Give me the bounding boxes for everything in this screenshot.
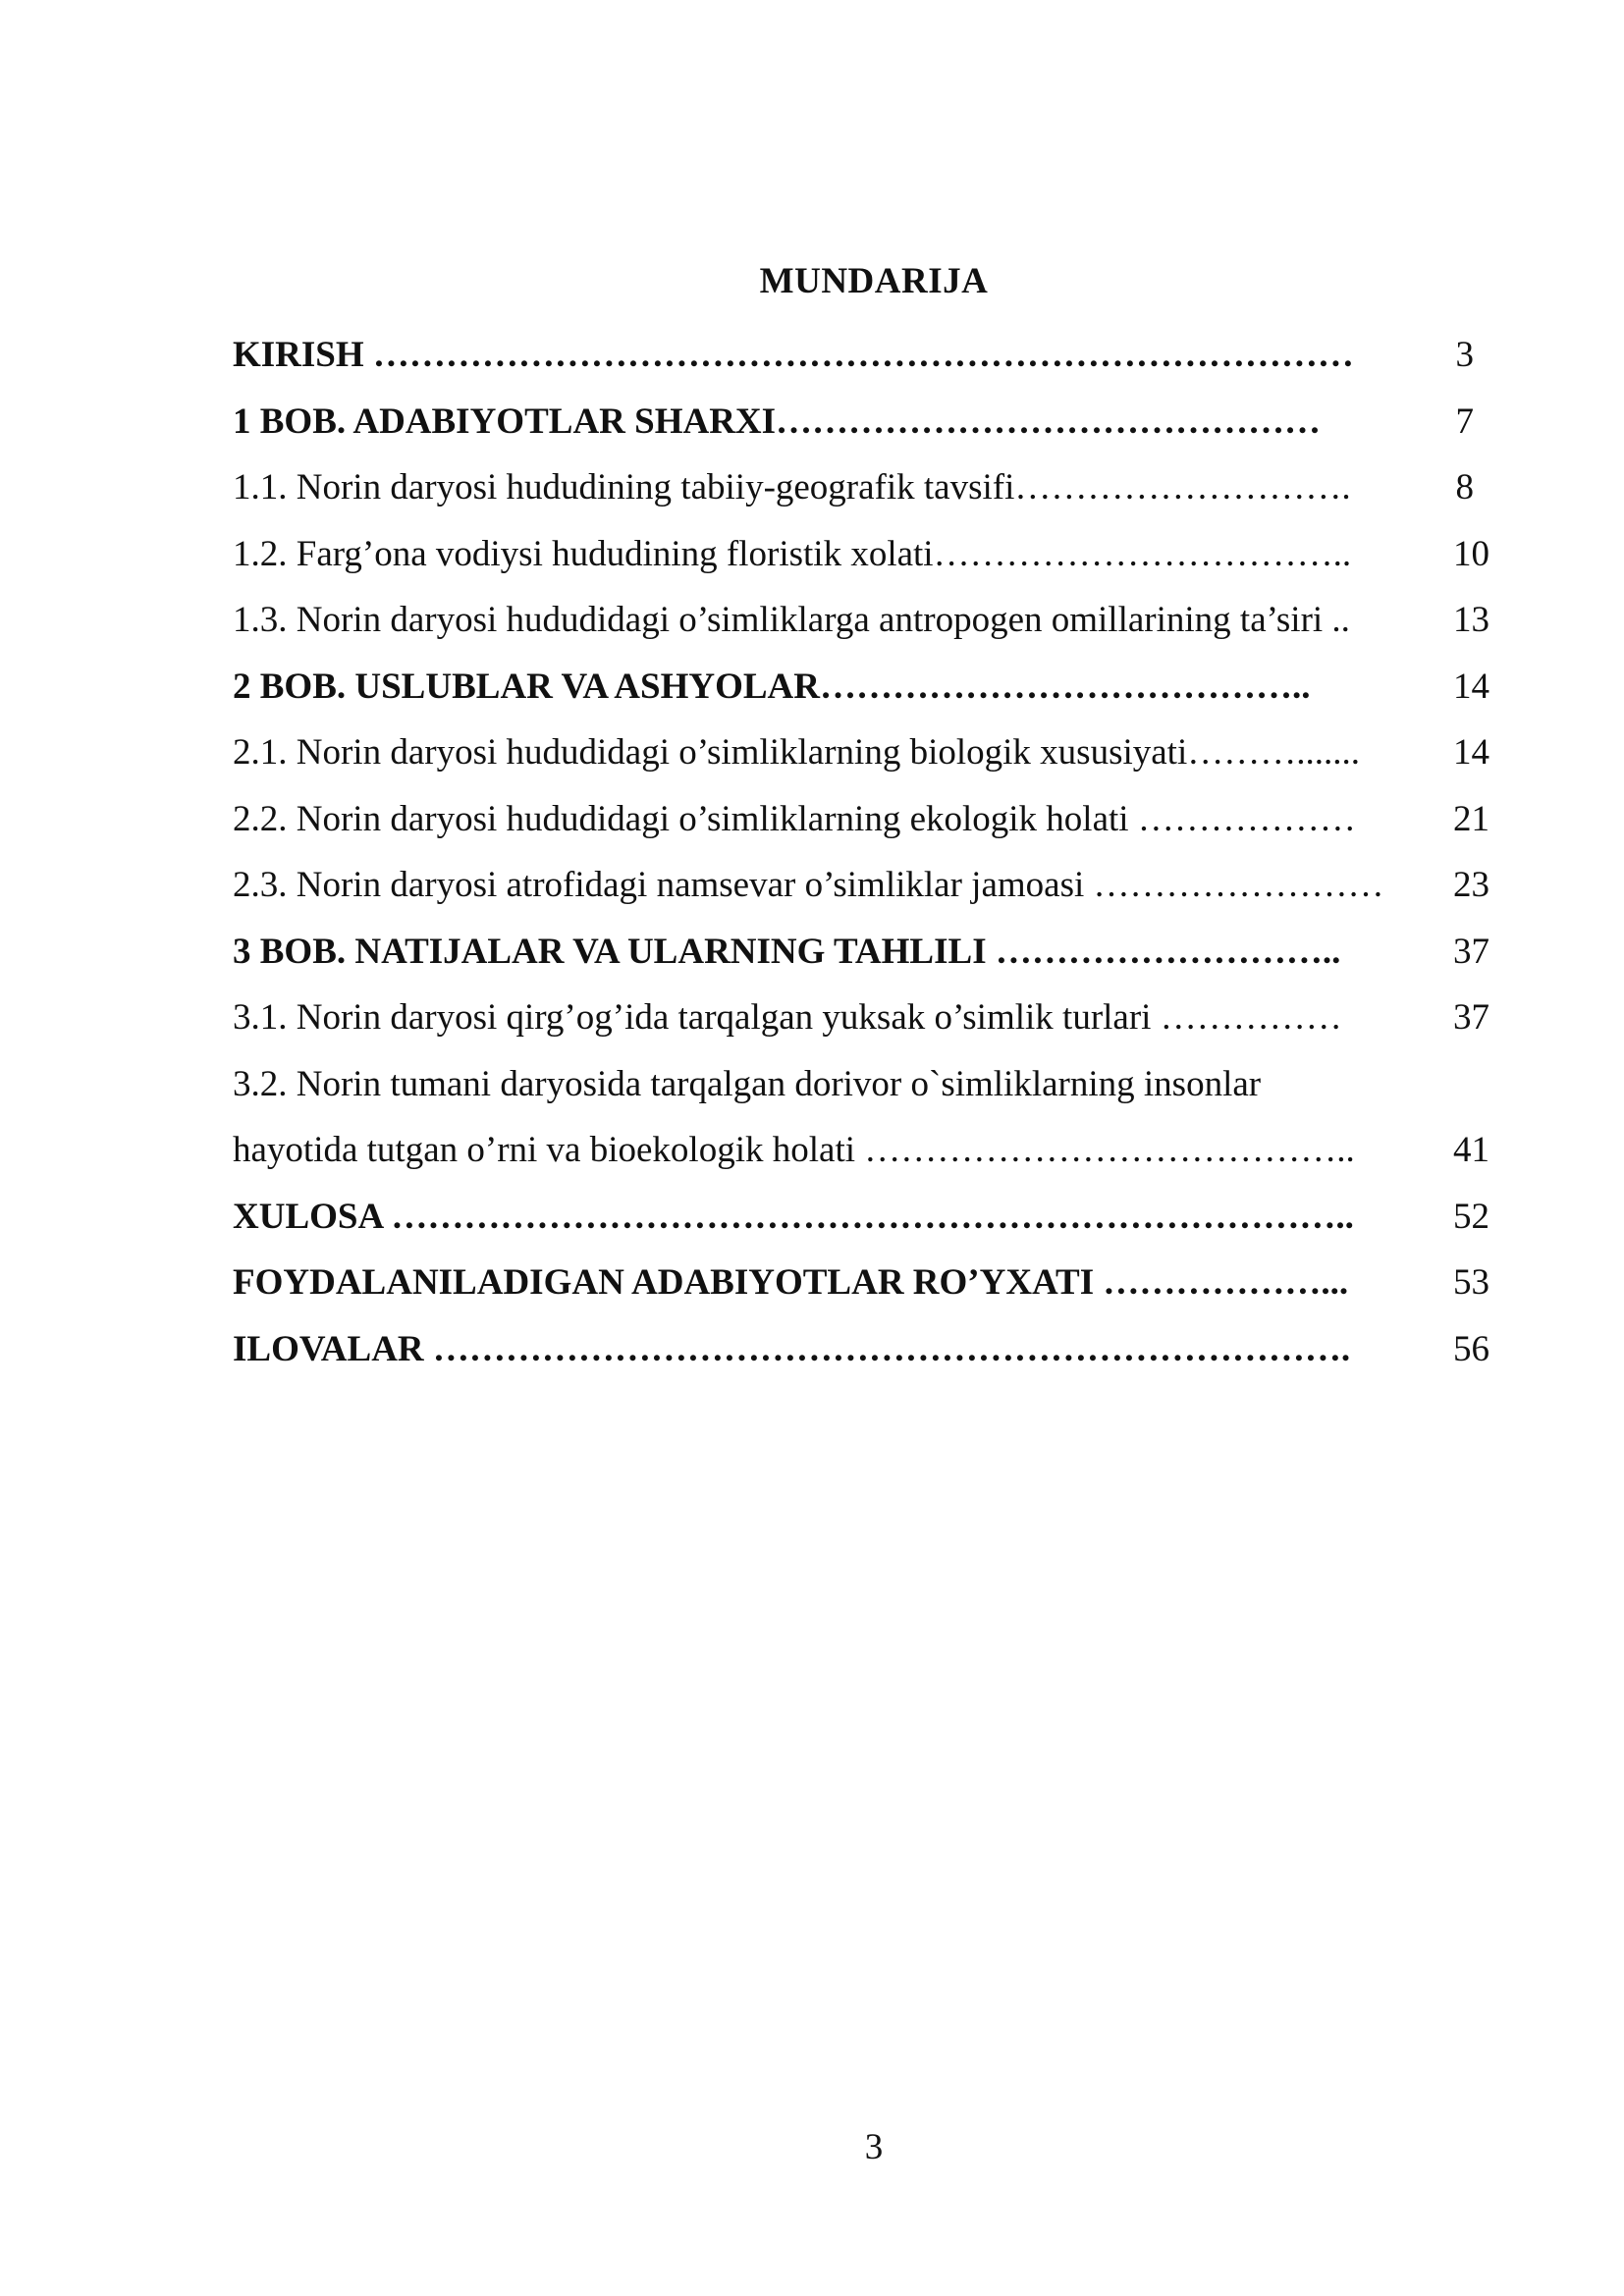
toc-entry bbox=[233, 454, 1489, 521]
toc-entry-page: 56 bbox=[1453, 1328, 1489, 1369]
toc-entry-page: 37 bbox=[1453, 931, 1489, 972]
toc-entry bbox=[233, 1250, 1489, 1316]
page-number: 3 bbox=[864, 2127, 884, 2167]
toc-entry-page: 14 bbox=[1453, 666, 1489, 707]
toc-title: MUNDARIJA bbox=[759, 261, 989, 301]
toc-entry-page: 7 bbox=[1455, 400, 1474, 442]
toc-entry bbox=[233, 654, 1489, 721]
toc-entry bbox=[233, 1316, 1489, 1383]
toc-entry-page: 8 bbox=[1455, 467, 1474, 507]
toc-entry-page: 53 bbox=[1453, 1262, 1489, 1303]
toc-entry-page: 10 bbox=[1453, 533, 1489, 574]
toc-entry-text: FOYDALANILADIGAN ADABIYOTLAR RO’YXATI ………………... bbox=[233, 1262, 1349, 1303]
toc-entry bbox=[233, 852, 1489, 919]
toc-entry bbox=[233, 1117, 1489, 1184]
toc-entry bbox=[233, 919, 1489, 986]
toc-entry-page: 37 bbox=[1453, 997, 1489, 1038]
toc-entry-page: 52 bbox=[1453, 1196, 1489, 1237]
toc-entry-page: 13 bbox=[1453, 600, 1489, 640]
toc-entry-text: 3.1. Norin daryosi qirg’og’ida tarqalgan yuksak o’simlik turlari …………… bbox=[233, 997, 1342, 1038]
toc-entry-text: KIRISH ……………………………………………………………………… bbox=[233, 335, 1354, 375]
toc-entry bbox=[233, 389, 1489, 455]
toc-entry bbox=[233, 322, 1489, 389]
toc-entry-text: 2.2. Norin daryosi hududidagi o’simliklarning ekologik holati ……………… bbox=[233, 798, 1356, 839]
table-of-contents bbox=[233, 322, 1489, 1382]
toc-entry-page: 21 bbox=[1453, 798, 1489, 839]
toc-entry-text: 3.2. Norin tumani daryosida tarqalgan dorivor o`simliklarning insonlar bbox=[233, 1063, 1262, 1104]
toc-entry bbox=[233, 985, 1489, 1051]
toc-entry-text: ILOVALAR …………………………………………………………………. bbox=[233, 1328, 1351, 1369]
toc-entry bbox=[233, 1051, 1489, 1118]
toc-entry-text: 2.3. Norin daryosi atrofidagi namsevar o’simliklar jamoasi …………………… bbox=[233, 865, 1384, 905]
toc-entry-page: 23 bbox=[1453, 865, 1489, 905]
toc-entry-page: 3 bbox=[1455, 335, 1474, 375]
toc-entry-text: 1 BOB. ADABIYOTLAR SHARXI……………………………………… bbox=[233, 400, 1322, 442]
toc-entry bbox=[233, 587, 1489, 654]
toc-entry bbox=[233, 521, 1489, 588]
toc-entry-page: 14 bbox=[1453, 732, 1489, 773]
toc-entry bbox=[233, 1184, 1489, 1251]
toc-entry-text: XULOSA …………………………………………………………………….. bbox=[233, 1196, 1354, 1237]
toc-entry-text: 2.1. Norin daryosi hududidagi o’simliklarning biologik xususiyati………....... bbox=[233, 732, 1360, 773]
toc-entry bbox=[233, 786, 1489, 853]
toc-entry-text: 1.3. Norin daryosi hududidagi o’simliklarga antropogen omillarining ta’siri .. bbox=[233, 600, 1350, 640]
toc-entry bbox=[233, 720, 1489, 786]
toc-entry-page: 41 bbox=[1453, 1130, 1489, 1170]
toc-entry-text: 1.1. Norin daryosi hududining tabiiy-geografik tavsifi………………………. bbox=[233, 467, 1351, 507]
toc-entry-text: 2 BOB. USLUBLAR VA ASHYOLAR………………………………….. bbox=[233, 666, 1311, 707]
toc-entry-text: 1.2. Farg’ona vodiysi hududining floristik xolati…………………………….. bbox=[233, 533, 1352, 574]
toc-entry-text: hayotida tutgan o’rni va bioekologik holati ………………………………….. bbox=[233, 1130, 1355, 1170]
toc-entry-text: 3 BOB. NATIJALAR VA ULARNING TAHLILI ……………………….. bbox=[233, 931, 1341, 972]
